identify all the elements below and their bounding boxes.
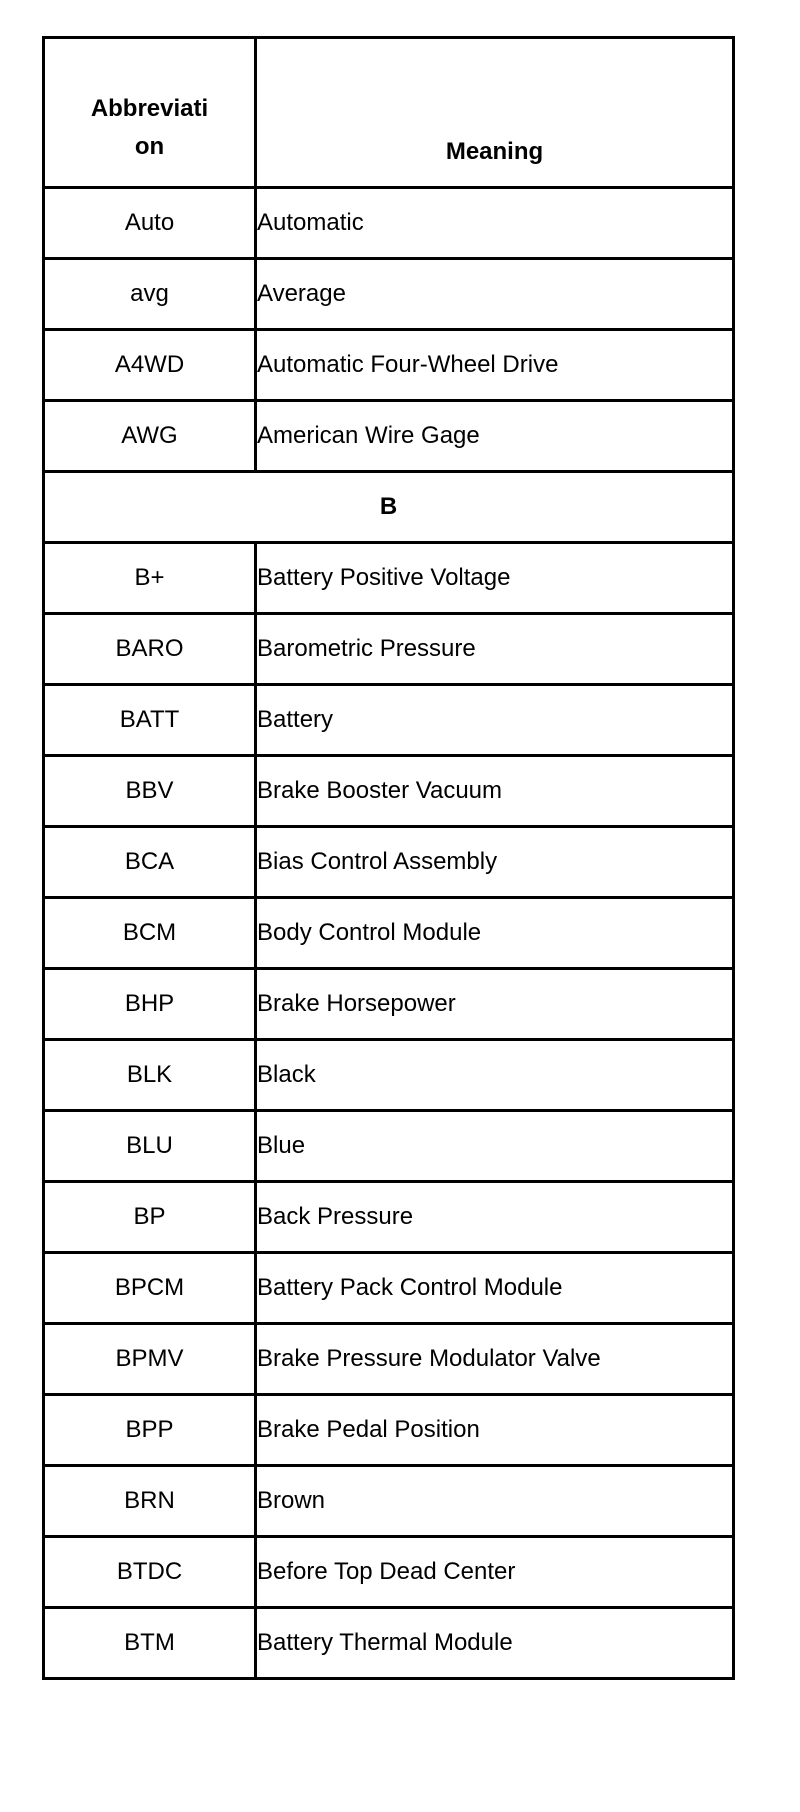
abbreviation-cell: BCA — [44, 827, 256, 898]
meaning-cell: Average — [256, 259, 734, 330]
abbreviation-cell: BRN — [44, 1466, 256, 1537]
meaning-cell: Barometric Pressure — [256, 614, 734, 685]
abbreviation-cell: avg — [44, 259, 256, 330]
abbreviation-cell: AWG — [44, 401, 256, 472]
abbreviation-cell: BPCM — [44, 1253, 256, 1324]
abbreviation-cell: BLU — [44, 1111, 256, 1182]
abbreviation-cell: BARO — [44, 614, 256, 685]
table-row — [44, 1324, 734, 1395]
table-row — [44, 1253, 734, 1324]
meaning-cell: Black — [256, 1040, 734, 1111]
table-row — [44, 1111, 734, 1182]
abbreviation-table — [42, 36, 735, 1680]
table-row — [44, 1182, 734, 1253]
abbreviation-cell: BTM — [44, 1608, 256, 1679]
meaning-cell: Brake Horsepower — [256, 969, 734, 1040]
abbreviation-cell: BP — [44, 1182, 256, 1253]
meaning-cell: Battery — [256, 685, 734, 756]
header-meaning: Meaning — [256, 38, 734, 188]
meaning-cell: Battery Thermal Module — [256, 1608, 734, 1679]
table-row — [44, 1395, 734, 1466]
table-row — [44, 685, 734, 756]
table-row — [44, 1608, 734, 1679]
meaning-cell: Brake Pressure Modulator Valve — [256, 1324, 734, 1395]
meaning-cell: American Wire Gage — [256, 401, 734, 472]
meaning-cell: Brown — [256, 1466, 734, 1537]
abbreviation-cell: BTDC — [44, 1537, 256, 1608]
abbreviation-cell: BPP — [44, 1395, 256, 1466]
table-row — [44, 827, 734, 898]
table-row — [44, 1466, 734, 1537]
abbreviation-cell: BLK — [44, 1040, 256, 1111]
meaning-cell: Before Top Dead Center — [256, 1537, 734, 1608]
meaning-cell: Blue — [256, 1111, 734, 1182]
meaning-cell: Automatic Four-Wheel Drive — [256, 330, 734, 401]
table-row — [44, 614, 734, 685]
table-row — [44, 543, 734, 614]
table-row — [44, 401, 734, 472]
abbreviation-cell: BPMV — [44, 1324, 256, 1395]
abbreviation-cell: BCM — [44, 898, 256, 969]
section-row — [44, 472, 734, 543]
meaning-cell: Battery Pack Control Module — [256, 1253, 734, 1324]
meaning-cell: Brake Booster Vacuum — [256, 756, 734, 827]
abbreviation-cell: BATT — [44, 685, 256, 756]
table-row — [44, 898, 734, 969]
meaning-cell: Battery Positive Voltage — [256, 543, 734, 614]
meaning-cell: Automatic — [256, 188, 734, 259]
meaning-cell: Brake Pedal Position — [256, 1395, 734, 1466]
table-row — [44, 756, 734, 827]
abbreviation-cell: BBV — [44, 756, 256, 827]
meaning-cell: Body Control Module — [256, 898, 734, 969]
table-row — [44, 1040, 734, 1111]
header-row — [44, 38, 734, 188]
section-b — [44, 472, 734, 543]
section-label-b: B — [44, 472, 734, 543]
table-body-a — [44, 188, 734, 472]
meaning-cell: Bias Control Assembly — [256, 827, 734, 898]
abbreviation-cell: A4WD — [44, 330, 256, 401]
abbreviation-cell: Auto — [44, 188, 256, 259]
abbreviation-cell: B+ — [44, 543, 256, 614]
table-row — [44, 1537, 734, 1608]
header-abbreviation: Abbreviati on — [44, 38, 256, 188]
table-row — [44, 330, 734, 401]
table-row — [44, 969, 734, 1040]
table-row — [44, 188, 734, 259]
abbreviation-cell: BHP — [44, 969, 256, 1040]
meaning-cell: Back Pressure — [256, 1182, 734, 1253]
table-row — [44, 259, 734, 330]
table-body-b — [44, 543, 734, 1679]
